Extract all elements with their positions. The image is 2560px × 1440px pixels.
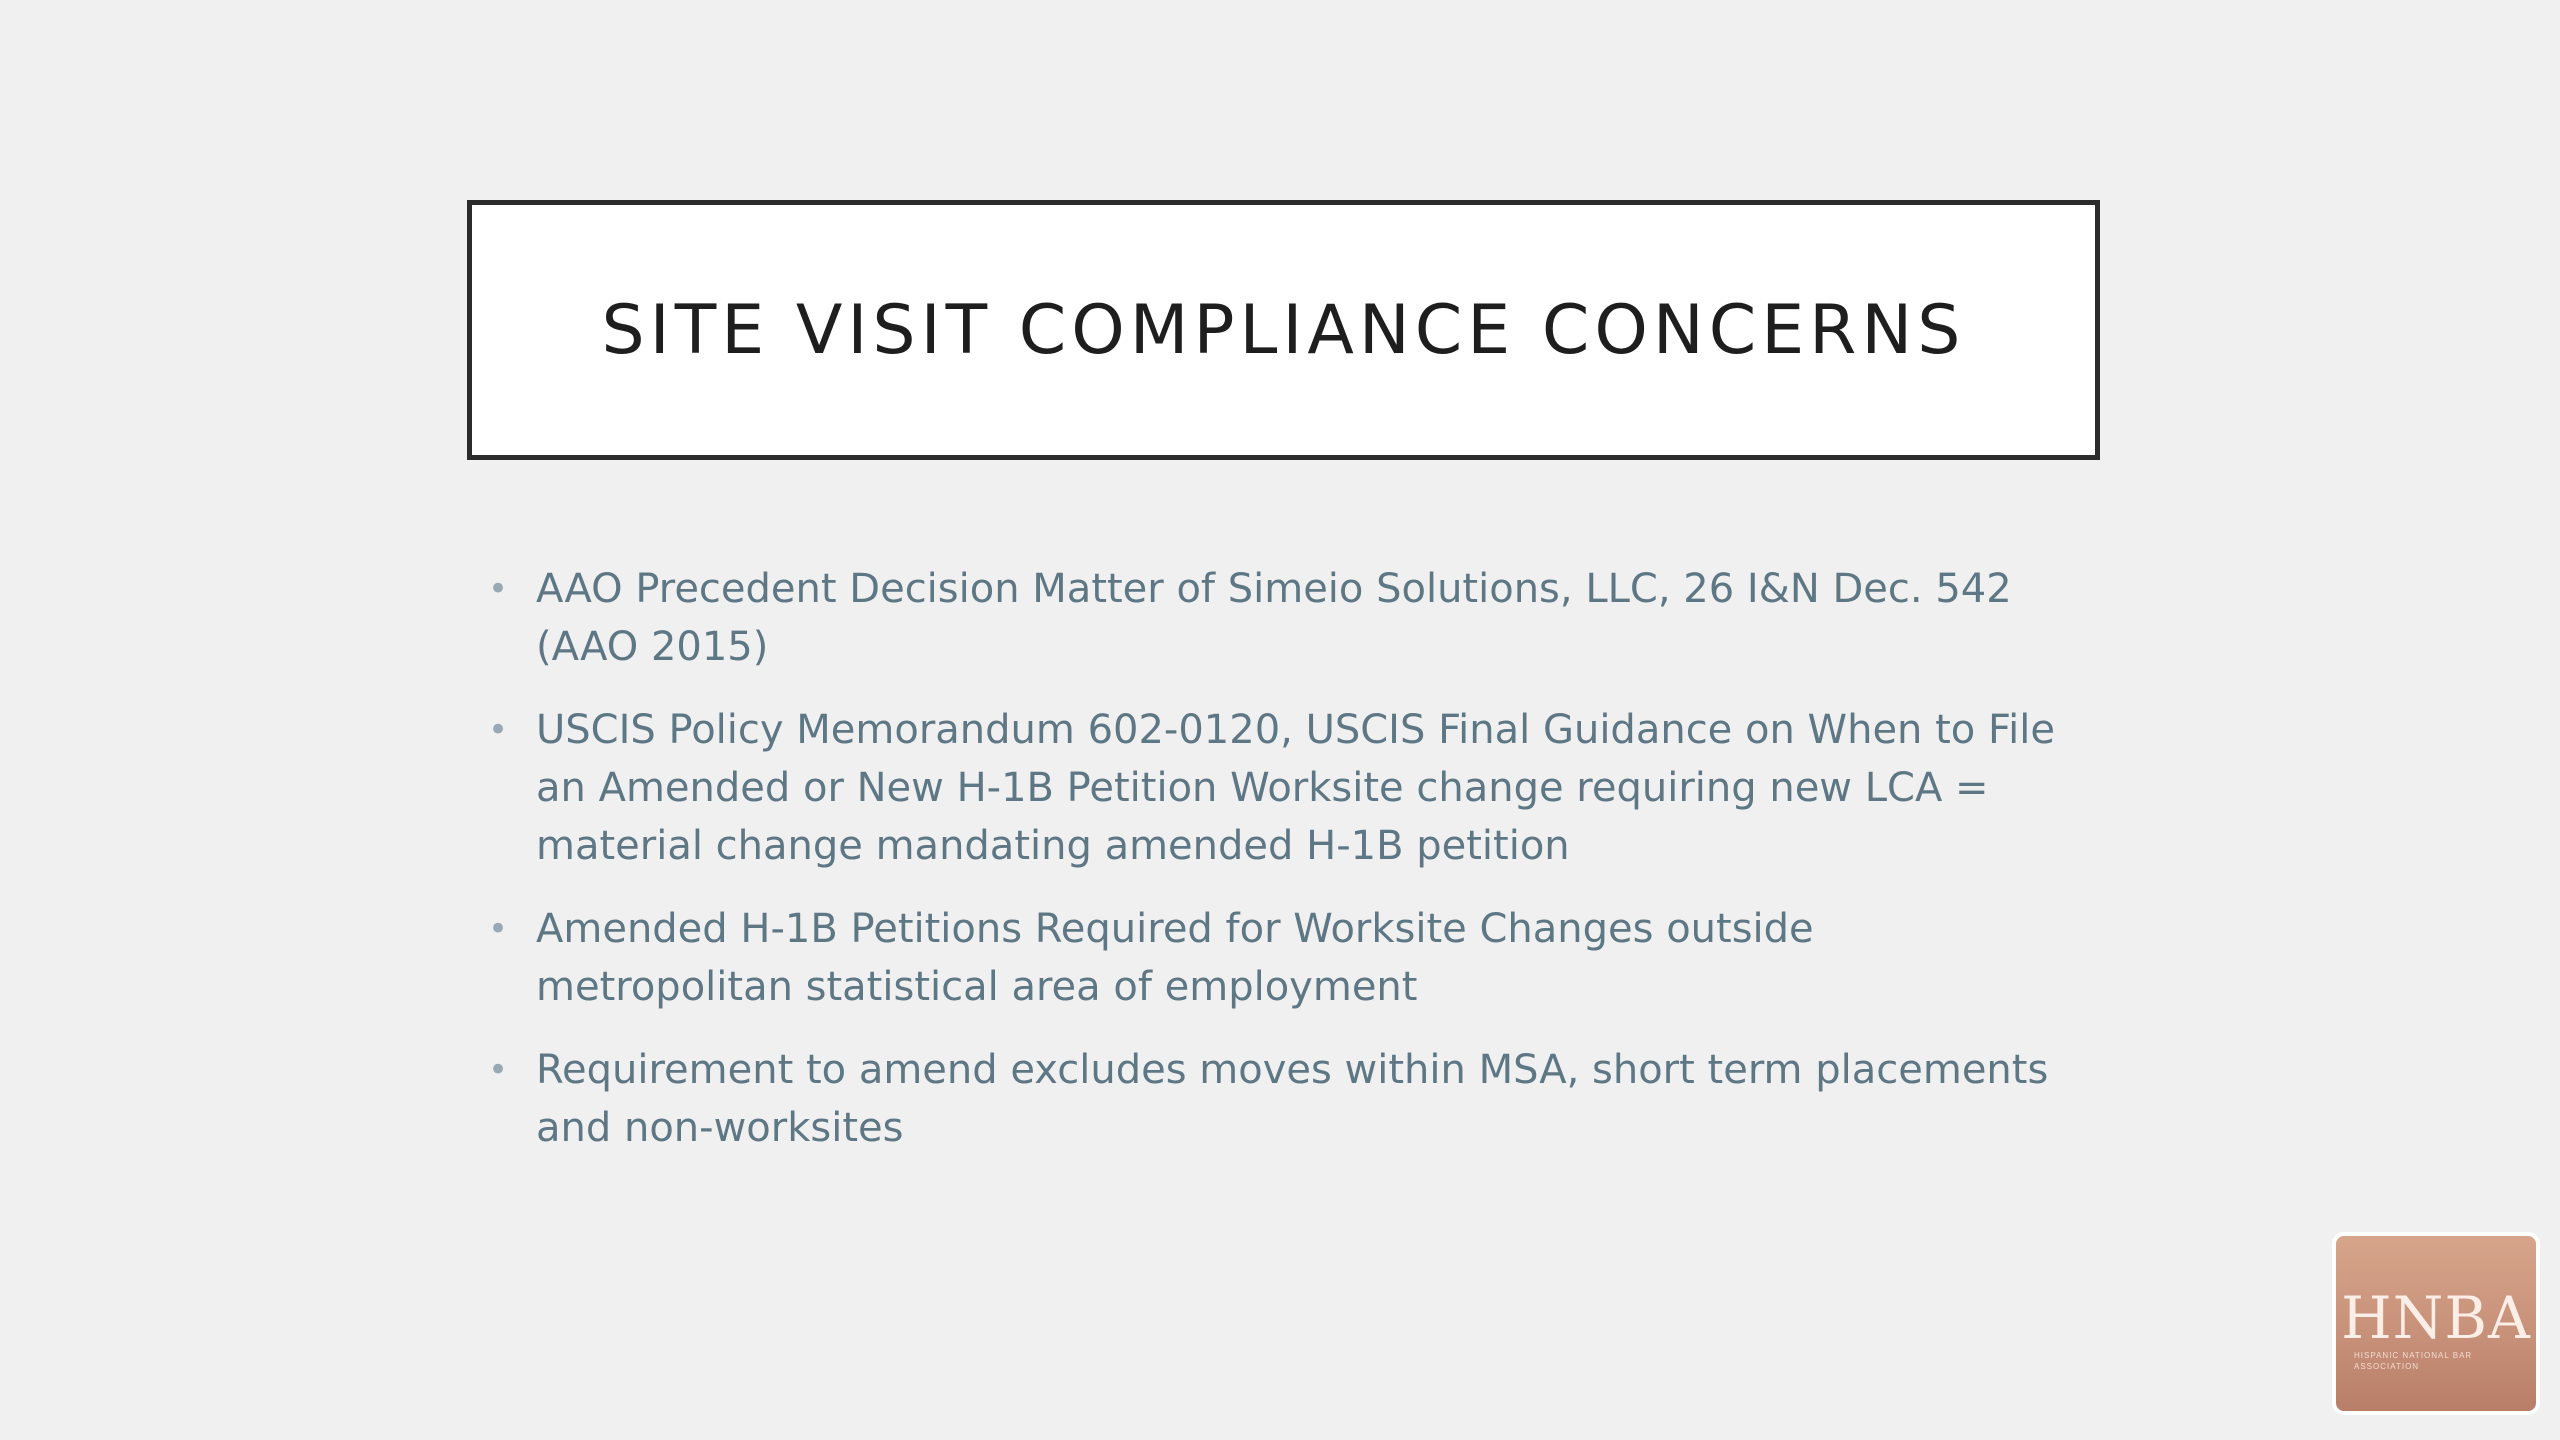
- logo-subtitle: HISPANIC NATIONAL BAR ASSOCIATION: [2354, 1351, 2473, 1371]
- bullet-item: [480, 560, 2080, 676]
- slide-title: SITE VISIT COMPLIANCE CONCERNS: [601, 290, 1966, 370]
- bullet-item: [480, 701, 2080, 875]
- bullet-icon: •: [488, 569, 509, 609]
- bullet-text: AAO Precedent Decision Matter of Simeio Solutions, LLC, 26 I&N Dec. 542 (AAO 2015): [536, 566, 2012, 670]
- bullet-list: [480, 560, 2080, 1182]
- title-box: [467, 200, 2100, 460]
- bullet-icon: •: [488, 710, 509, 750]
- hnba-logo: [2336, 1236, 2536, 1411]
- logo-wordmark: HNBA: [2341, 1284, 2531, 1352]
- bullet-text: Requirement to amend excludes moves within MSA, short term placements and non-worksites: [536, 1047, 2049, 1151]
- bullet-icon: •: [488, 909, 509, 949]
- bullet-icon: •: [488, 1050, 509, 1090]
- bullet-item: [480, 1041, 2080, 1157]
- bullet-text: Amended H-1B Petitions Required for Worksite Changes outside metropolitan statistical area of employment: [536, 906, 1814, 1010]
- bullet-item: [480, 900, 2080, 1016]
- bullet-text: USCIS Policy Memorandum 602-0120, USCIS Final Guidance on When to File an Amended or New H-1B Petition Worksite change requiring new LCA = material change mandating amended H-1B petition: [536, 707, 2055, 869]
